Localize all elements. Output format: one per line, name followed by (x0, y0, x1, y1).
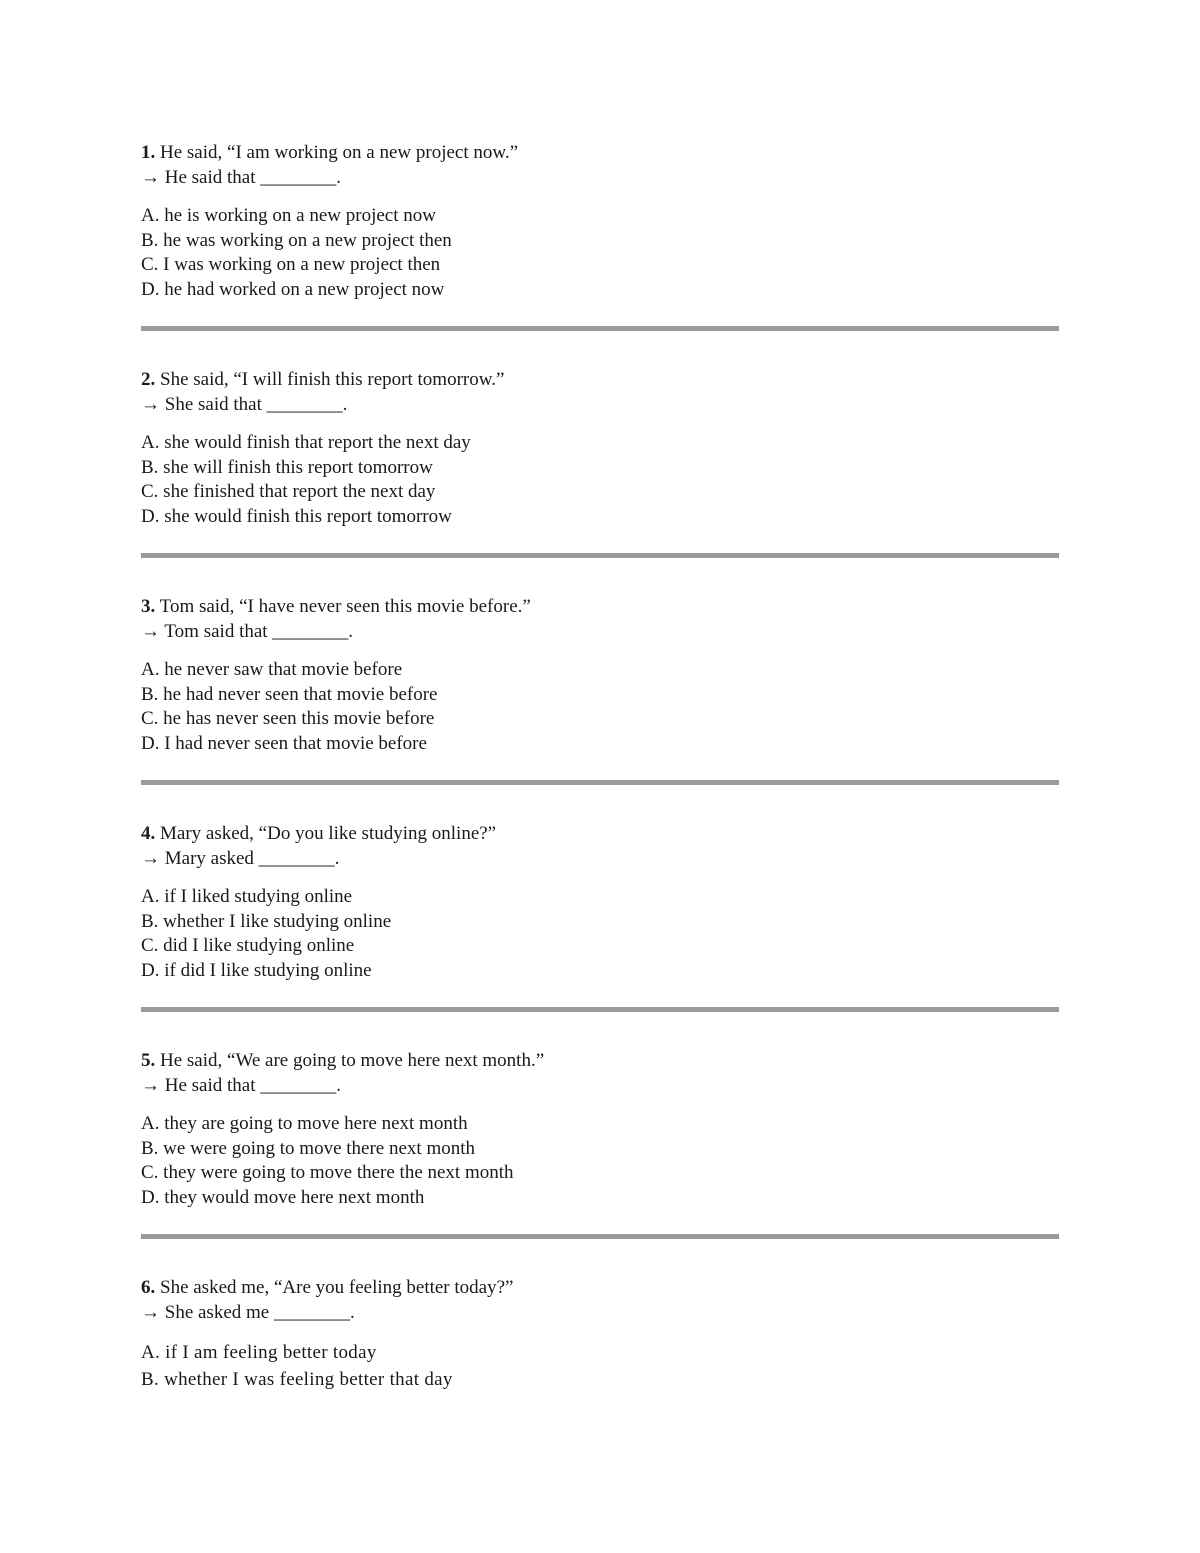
question-1 (141, 140, 1059, 367)
option-d[interactable]: D. if did I like studying online (141, 959, 372, 981)
question-6 (141, 1275, 1059, 1502)
section-divider (141, 326, 1059, 331)
question-text: He said, “I am working on a new project now.” (160, 142, 519, 163)
question-stem (141, 1048, 1059, 1073)
option-c[interactable]: C. did I like studying online (141, 935, 355, 956)
option-list (141, 885, 1059, 983)
question-text: He said, “We are going to move here next month.” (160, 1050, 545, 1071)
option-a[interactable]: A. if I am feeling better today (141, 1342, 377, 1363)
question-number: 3. (141, 596, 156, 617)
section-divider (141, 780, 1059, 785)
answer-prompt: → He said that ________. (141, 167, 342, 188)
question-text: She asked me, “Are you feeling better today?” (160, 1277, 514, 1298)
question-stem (141, 1275, 1059, 1300)
option-c[interactable]: C. I was working on a new project then (141, 254, 441, 275)
question-text: Tom said, “I have never seen this movie before.” (159, 596, 531, 617)
option-list (141, 658, 1059, 756)
question-4 (141, 821, 1059, 1048)
question-number: 2. (141, 369, 156, 390)
option-d[interactable]: D. she would finish this report tomorrow (141, 505, 452, 527)
answer-prompt: → She said that ________. (141, 394, 348, 415)
option-a[interactable]: A. he never saw that movie before (141, 659, 403, 680)
option-b[interactable]: B. whether I like studying online (141, 910, 392, 932)
question-5 (141, 1048, 1059, 1275)
question-number: 4. (141, 823, 156, 844)
option-list (141, 431, 1059, 529)
option-a[interactable]: A. she would finish that report the next day (141, 432, 471, 453)
question-text: She said, “I will finish this report tomorrow.” (160, 369, 505, 390)
answer-prompt: → Mary asked ________. (141, 848, 340, 869)
option-c[interactable]: C. they were going to move there the next month (141, 1162, 514, 1183)
option-b[interactable]: B. he had never seen that movie before (141, 683, 438, 705)
worksheet (141, 140, 1059, 1502)
question-number: 1. (141, 142, 156, 163)
option-b[interactable]: B. we were going to move there next month (141, 1137, 476, 1159)
section-divider (141, 1007, 1059, 1012)
answer-prompt: → She asked me ________. (141, 1302, 355, 1323)
question-text: Mary asked, “Do you like studying online?” (160, 823, 497, 844)
section-divider (141, 553, 1059, 558)
option-b[interactable]: B. she will finish this report tomorrow (141, 456, 433, 478)
question-3 (141, 594, 1059, 821)
option-c[interactable]: C. he has never seen this movie before (141, 708, 435, 729)
question-stem (141, 594, 1059, 619)
option-a[interactable]: A. he is working on a new project now (141, 205, 436, 226)
option-a[interactable]: A. if I liked studying online (141, 886, 353, 907)
question-2 (141, 367, 1059, 594)
question-stem (141, 821, 1059, 846)
option-list (141, 1112, 1059, 1210)
option-list (141, 204, 1059, 302)
option-b[interactable]: B. he was working on a new project then (141, 229, 452, 251)
question-stem (141, 367, 1059, 392)
question-stem (141, 140, 1059, 165)
option-d[interactable]: D. they would move here next month (141, 1186, 425, 1208)
option-d[interactable]: D. he had worked on a new project now (141, 278, 445, 300)
question-number: 6. (141, 1277, 156, 1298)
section-divider (141, 1234, 1059, 1239)
option-d[interactable]: D. I had never seen that movie before (141, 732, 427, 754)
option-b[interactable]: B. whether I was feeling better that day (141, 1369, 453, 1390)
option-a[interactable]: A. they are going to move here next month (141, 1113, 468, 1134)
option-list (141, 1339, 1059, 1393)
answer-prompt: → Tom said that ________. (141, 621, 354, 642)
option-c[interactable]: C. she finished that report the next day (141, 481, 436, 502)
answer-prompt: → He said that ________. (141, 1075, 342, 1096)
question-number: 5. (141, 1050, 156, 1071)
